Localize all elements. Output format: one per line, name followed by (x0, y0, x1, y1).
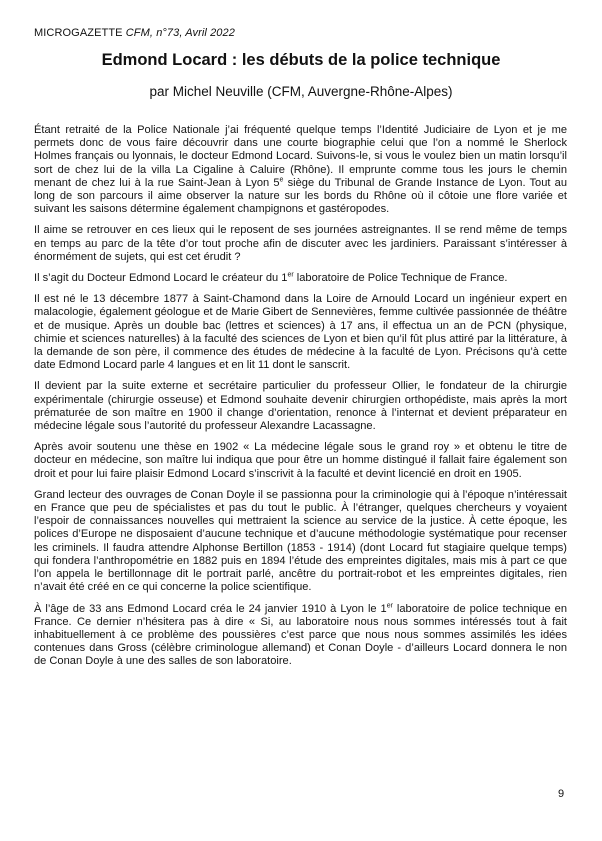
paragraph-2 (34, 224, 567, 264)
paragraph-text: À l’âge de 33 ans Edmond Locard créa le 24 janvier 1910 à Lyon le 1 (34, 602, 387, 615)
paragraph-4 (34, 293, 567, 372)
paragraph-7 (34, 489, 567, 595)
paragraph-text: Il s’agit du Docteur Edmond Locard le créateur du 1 (34, 272, 288, 285)
article-title: Edmond Locard : les débuts de la police technique (101, 51, 501, 69)
superscript: er (287, 271, 294, 279)
magazine-name: MICROGAZETTE (34, 27, 123, 39)
paragraph-3 (34, 272, 567, 285)
magazine-issue: CFM, n°73, Avril 2022 (125, 27, 235, 39)
paragraph-text: Grand lecteur des ouvrages de Conan Doyle il se passionna pour la criminologie qui à l’époque n’intéressait en France que peu de spécialistes et pas du tout le public. À l’étranger, quelques chercheurs y voyaient l’espoir de connaissances nouvelles qui mettraient la science au service de la justice. À cette époque, les polices d’Europe ne disposaient d’aucune technique et d’aucune méthodologie systématique pour recenser les criminels. Il faudra attendre Alphonse Bertillon (1853 - 1914) (dont Locard fut stagiaire quelque temps) qui fondera l’anthropométrie en 1882 puis en 1894 l’étude des empreintes digitales, mais mis à part ce que l’on appela le bertillonnage dit le portrait parlé, ancêtre du portrait-robot et les empreintes digitales, rien n’avait été créé en ce qui concerne la police scientifique. (34, 488, 567, 594)
page-number: 9 (558, 788, 565, 800)
paragraph-text: Il est né le 13 décembre 1877 à Saint-Chamond dans la Loire de Arnould Locard un ingénieur expert en malacologie, également géologue et de Marie Gibert de Sennevières, femme cultivée passionnée de théâtre et de musique. Après un double bac (lettres et sciences) à 17 ans, il effectua un an de PCN (physique, chimie et sciences naturelles) à la faculté des sciences de Lyon et bien qu’il fût plus attiré par la littérature, à la demande de son père, il commence des études de médecine à la faculté de Lyon. Précisons qu’à cette date Edmond Locard parle 4 langues et en lit 11 dont le sanscrit. (34, 293, 567, 372)
paragraph-text: Étant retraité de la Police Nationale j’ai fréquenté quelque temps l’Identité Judiciaire de Lyon et je me permets donc de vous faire découvrir dans une courte biographie celui que l’on a nommé le Sherlock Holmes français ou lyonnais, le docteur Edmond Locard. Suivons-le, si vous le voulez bien un matin lorsqu’il sort de chez lui de la villa La Cigaline à Caluire (Rhône). Il emprunte comme tous les jours le chemin menant de chez lui à la rue Saint-Jean à Lyon 5 (34, 124, 567, 189)
article-byline: par Michel Neuville (CFM, Auvergne-Rhône-Alpes) (149, 84, 453, 99)
paragraph-text: Il devient par la suite externe et secrétaire particulier du professeur Ollier, le fondateur de la chirurgie expérimentale (chirurgie osseuse) et Edmond souhaite devenir chirurgien orthopédiste, mais après la mort prématurée de son maître en 1900 il change d’orientation, renonce à l’internat et devient préparateur en médecine légale sous l’autorité du professeur Alexandre Lacassagne. (34, 380, 567, 433)
paragraph-text-after: siège du Tribunal de Grande Instance de Lyon. Tout au long de son parcours il aime observer la nature sur les bords du Rhône où il côtoie une flore variée et suivant les saisons détermine également champignons et gastéropodes. (34, 176, 568, 216)
paragraph-text: Il aime se retrouver en ces lieux qui le reposent de ses journées astreignantes. Il se rend même de temps en temps au parc de la tête d’or tout proche afin de discuter avec les jardiniers. Paraissant s’intéresser à énormément de sujets, qui est cet érudit ? (34, 224, 567, 263)
article-body (34, 124, 567, 677)
paragraph-5 (34, 380, 567, 433)
paragraph-1 (34, 124, 567, 216)
superscript: er (386, 601, 393, 609)
paragraph-text-after: laboratoire de police technique en France. Ce dernier n’hésitera pas à dire « Si, au laboratoire nous nous sommes intéressés tout à fait inhabituellement à ce problème des poussières c’est parce que nous nous sommes assimilés les idées contenues dans Gross (célèbre criminologue allemand) et Conan Doyle - d’ailleurs Locard donnera le non de Conan Doyle à une des salles de son laboratoire. (34, 602, 567, 668)
paragraph-text-after: laboratoire de Police Technique de France. (293, 272, 508, 285)
paragraph-8 (34, 603, 567, 669)
superscript: e (279, 176, 284, 184)
paragraph-6 (34, 441, 567, 481)
paragraph-text: Après avoir soutenu une thèse en 1902 « La médecine légale sous le grand roy » et obtenu le titre de docteur en médecine, son maître lui indiqua que pour être un homme distingué il fallait faire également son droit et pour lui faire plaisir Edmond Locard s’inscrivit à la faculté et devint licencié en droit en 1905. (34, 441, 567, 480)
magazine-header (34, 27, 235, 39)
